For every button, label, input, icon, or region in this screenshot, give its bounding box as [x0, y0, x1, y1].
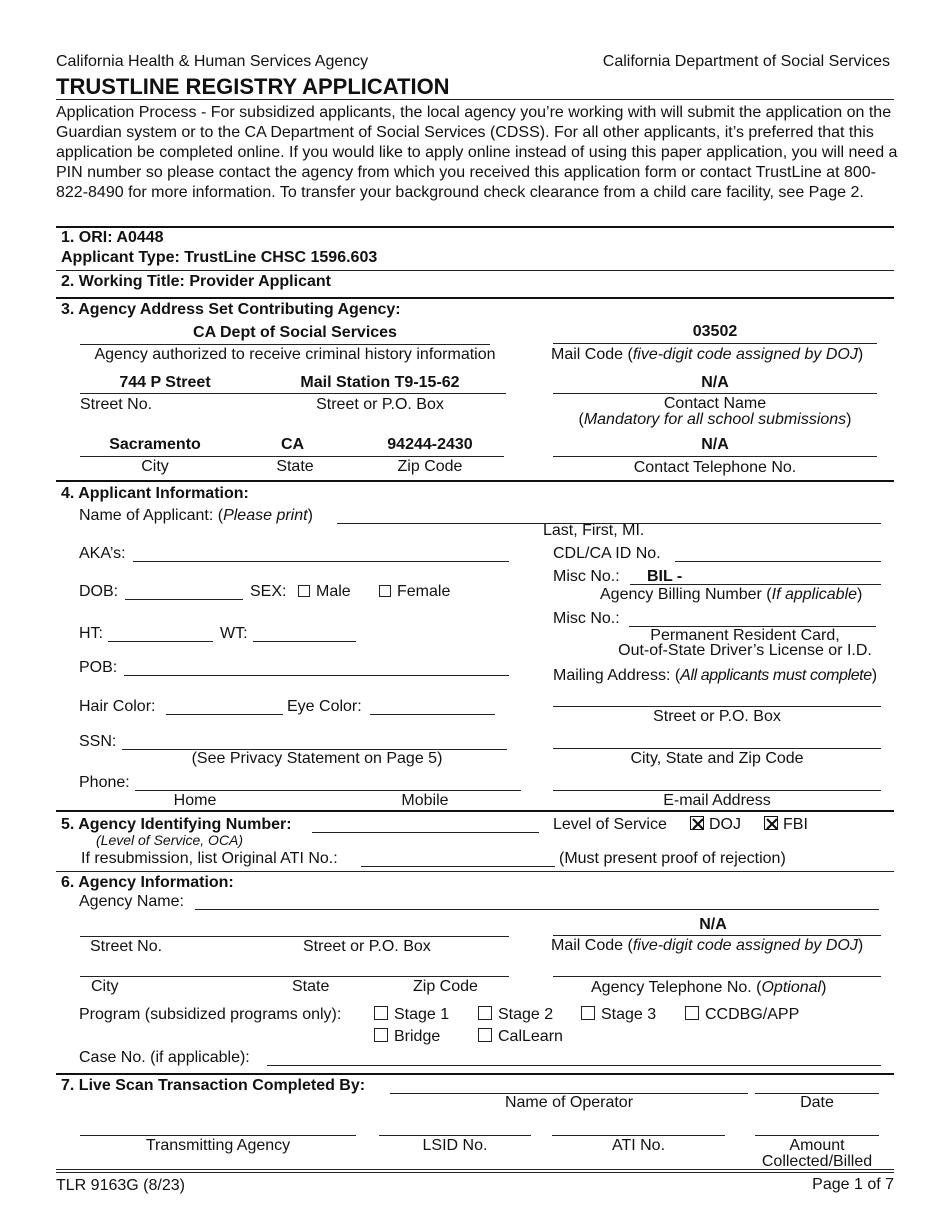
email-caption: E-mail Address	[663, 792, 771, 809]
agency-mail-value: N/A	[699, 916, 727, 933]
cdl-label: CDL/CA ID No.	[553, 545, 661, 562]
intro-paragraph: Application Process - For subsidized applicants, the local agency you’re working with will submit the application on the Guardian system or to the CA Department of Social Services (CDSS). For all other applicants, it’s preferred that this application be completed online. If you would like to apply online instead of using this paper application, you will need a PIN number so please contact the agency from which you received this application form or contact TrustLine at 800-822-8490 for more information. To transfer your background check clearance from a child care facility, see Page 2.	[56, 104, 898, 201]
rule-s1	[56, 226, 894, 228]
ccdbg-checkbox[interactable]	[685, 1006, 699, 1020]
case-label: Case No. (if applicable):	[79, 1049, 250, 1066]
mail-code-caption: Mail Code (five-digit code assigned by DOJ)	[551, 346, 864, 363]
case-field[interactable]	[267, 1065, 881, 1066]
mailing-city-field[interactable]	[553, 748, 881, 749]
misc1-field[interactable]	[630, 584, 881, 585]
operator-caption: Name of Operator	[504, 1094, 634, 1111]
agency-mail-caption: Mail Code (five-digit code assigned by DOJ)	[551, 937, 864, 954]
email-field[interactable]	[553, 790, 881, 791]
doj-checkbox-checked[interactable]	[690, 816, 704, 830]
stage1-checkbox[interactable]	[374, 1006, 388, 1020]
street-line	[80, 393, 506, 394]
proof-note: (Must present proof of rejection)	[559, 850, 786, 867]
agency-line	[80, 344, 490, 345]
mailing-street-caption: Street or P.O. Box	[653, 708, 781, 725]
resub-label: If resubmission, list Original ATI No.:	[81, 850, 338, 867]
program-label: Program (subsidized programs only):	[79, 1006, 342, 1023]
stage2-checkbox[interactable]	[478, 1006, 492, 1020]
title-rule	[56, 99, 894, 100]
agency-zip-caption: Zip Code	[413, 978, 478, 995]
agency-left: California Health & Human Services Agency	[56, 53, 369, 70]
rule-s7	[56, 1073, 894, 1075]
home-caption: Home	[173, 792, 217, 809]
mail-code-line	[553, 343, 877, 344]
cdl-field[interactable]	[675, 561, 881, 562]
aka-label: AKA’s:	[79, 545, 126, 562]
contact-name-value: N/A	[701, 374, 729, 391]
agency-street-no-caption: Street No.	[90, 938, 163, 955]
street-no-value: 744 P Street	[119, 374, 211, 391]
rule-s2	[56, 270, 894, 271]
name-label: Name of Applicant: (Please print)	[79, 507, 313, 524]
sex-label: SEX:	[250, 583, 287, 600]
city-line	[80, 456, 504, 457]
name-caption: Last, First, MI.	[543, 522, 645, 539]
fbi-checkbox-checked[interactable]	[764, 816, 778, 830]
bridge-checkbox[interactable]	[374, 1028, 388, 1042]
s4-heading: 4. Applicant Information:	[61, 485, 249, 502]
mobile-caption: Mobile	[401, 792, 449, 809]
lsid-caption: LSID No.	[422, 1137, 488, 1154]
privacy-note: (See Privacy Statement on Page 5)	[191, 750, 443, 767]
mailing-street-field[interactable]	[553, 706, 881, 707]
contact-name-caption: Contact Name	[663, 395, 767, 412]
street-box-value: Mail Station T9-15-62	[300, 374, 460, 391]
stage1-option[interactable]: Stage 1	[374, 1006, 449, 1024]
female-checkbox[interactable]	[379, 585, 391, 597]
rule-s5	[56, 810, 894, 812]
mailing-label: Mailing Address: (All applicants must complete)	[553, 667, 878, 684]
agency-mail-field[interactable]	[553, 935, 881, 936]
callearn-option[interactable]: CalLearn	[478, 1028, 563, 1046]
agency-city-caption: City	[91, 978, 119, 995]
mailing-city-caption: City, State and Zip Code	[630, 750, 804, 767]
collected-caption: Collected/Billed	[761, 1153, 873, 1170]
misc2-label: Misc No.:	[553, 610, 620, 627]
eye-label: Eye Color:	[287, 698, 362, 715]
hair-label: Hair Color:	[79, 698, 156, 715]
page-title: TRUSTLINE REGISTRY APPLICATION	[56, 74, 450, 99]
misc1-value: BIL -	[647, 568, 683, 585]
mail-code-value: 03502	[692, 323, 738, 340]
ori: 1. ORI: A0448	[61, 229, 164, 246]
lsid-field[interactable]	[379, 1135, 531, 1136]
phone-field[interactable]	[135, 790, 521, 791]
agency-city-field[interactable]	[80, 976, 509, 977]
footer-rule	[56, 1169, 894, 1173]
aka-field[interactable]	[133, 561, 509, 562]
stage3-option[interactable]: Stage 3	[581, 1006, 656, 1024]
transmitting-caption: Transmitting Agency	[145, 1137, 291, 1154]
dob-label: DOB:	[79, 583, 119, 600]
agency-name-label: Agency Name:	[79, 893, 184, 910]
state-caption: State	[276, 458, 314, 475]
doj-option[interactable]: DOJ	[690, 816, 741, 834]
ati-caption: ATI No.	[611, 1137, 666, 1154]
female-option[interactable]: Female	[379, 583, 450, 601]
prc-caption: Permanent Resident Card,	[650, 627, 840, 644]
ssn-label: SSN:	[79, 733, 117, 750]
phone-label: Phone:	[79, 774, 130, 791]
stage3-checkbox[interactable]	[581, 1006, 595, 1020]
agency-name-field[interactable]	[195, 909, 879, 910]
applicant-type: Applicant Type: TrustLine CHSC 1596.603	[61, 249, 378, 266]
zip-caption: Zip Code	[397, 458, 463, 475]
level-of-service-label: Level of Service	[553, 816, 667, 833]
misc1-label: Misc No.:	[553, 568, 620, 585]
transmitting-field[interactable]	[80, 1135, 356, 1136]
pob-label: POB:	[79, 659, 118, 676]
city-value: Sacramento	[109, 436, 201, 453]
fbi-option[interactable]: FBI	[764, 816, 808, 834]
s3-heading: 3. Agency Address Set Contributing Agency:	[61, 301, 401, 318]
form-number: TLR 9163G (8/23)	[56, 1177, 185, 1194]
rule-s4	[56, 480, 894, 482]
s7-heading: 7. Live Scan Transaction Completed By:	[61, 1077, 366, 1094]
contact-phone-value: N/A	[701, 436, 729, 453]
city-caption: City	[141, 458, 169, 475]
s6-heading: 6. Agency Information:	[61, 874, 234, 891]
s5-heading: 5. Agency Identifying Number:	[61, 816, 292, 833]
ati-field[interactable]	[552, 1135, 725, 1136]
contact-name-note: (Mandatory for all school submissions)	[578, 411, 852, 428]
street-no-caption: Street No.	[80, 396, 153, 413]
agency-state-caption: State	[292, 978, 330, 995]
state-value: CA	[280, 436, 305, 453]
amount-field[interactable]	[755, 1135, 879, 1136]
male-checkbox[interactable]	[298, 585, 310, 597]
bridge-option[interactable]: Bridge	[374, 1028, 440, 1046]
agency-phone-caption: Agency Telephone No. (Optional)	[591, 979, 827, 996]
ht-field[interactable]	[108, 641, 213, 642]
zip-value: 94244-2430	[387, 436, 473, 453]
billing-caption: Agency Billing Number (If applicable)	[600, 586, 863, 603]
contact-phone-caption: Contact Telephone No.	[633, 459, 797, 476]
agency-right: California Department of Social Services	[602, 53, 890, 70]
ccdbg-option[interactable]: CCDBG/APP	[685, 1006, 799, 1024]
street-box-caption: Street or P.O. Box	[316, 396, 444, 413]
hair-field[interactable]	[166, 714, 283, 715]
pob-field[interactable]	[124, 675, 509, 676]
rule-s6	[56, 871, 894, 872]
agency-street-field[interactable]	[80, 936, 509, 937]
eye-field[interactable]	[370, 714, 495, 715]
resub-field[interactable]	[361, 866, 555, 867]
agency-id-field[interactable]	[312, 832, 539, 833]
ht-label: HT:	[79, 625, 103, 642]
amount-caption: Amount	[789, 1137, 845, 1154]
male-option[interactable]: Male	[298, 583, 351, 601]
agency-caption: Agency authorized to receive criminal history information	[94, 346, 496, 363]
contact-name-line	[553, 393, 877, 394]
s5-sub: (Level of Service, OCA)	[96, 832, 244, 848]
dob-field[interactable]	[125, 599, 243, 600]
working-title: 2. Working Title: Provider Applicant	[61, 273, 331, 290]
agency-value: CA Dept of Social Services	[193, 324, 397, 341]
wt-field[interactable]	[253, 641, 356, 642]
contact-phone-line	[553, 456, 877, 457]
stage2-option[interactable]: Stage 2	[478, 1006, 553, 1024]
agency-phone-field[interactable]	[553, 976, 881, 977]
page-number: Page 1 of 7	[812, 1176, 894, 1193]
callearn-checkbox[interactable]	[478, 1028, 492, 1042]
date-caption: Date	[800, 1094, 834, 1111]
ood-caption: Out-of-State Driver’s License or I.D.	[618, 642, 872, 659]
wt-label: WT:	[220, 625, 248, 642]
agency-street-box-caption: Street or P.O. Box	[303, 938, 431, 955]
rule-s3	[56, 297, 894, 299]
